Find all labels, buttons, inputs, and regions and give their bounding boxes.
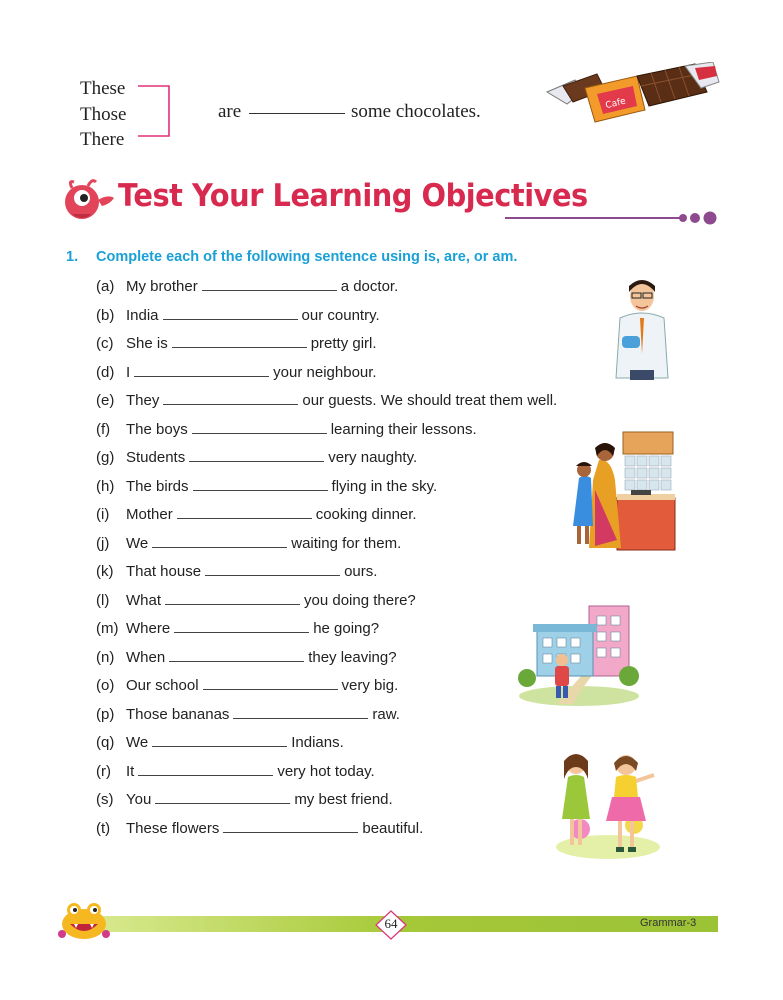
answer-blank[interactable]: [192, 419, 327, 434]
example-word-there: There: [80, 129, 125, 150]
item-text-before: We: [126, 534, 149, 552]
exercise-item: [96, 305, 557, 334]
item-text-after: very big.: [341, 677, 399, 694]
item-text-before: What: [126, 591, 162, 609]
item-text-before: Mother: [126, 506, 173, 523]
item-text-after: a doctor.: [340, 278, 399, 295]
item-text-after: your neighbour.: [273, 363, 377, 381]
item-text-after: very hot today.: [277, 762, 375, 780]
exercise-item: [96, 533, 557, 562]
item-text-before: Students: [126, 449, 186, 466]
section-title: Test Your Learning Objectives: [118, 178, 588, 214]
example-word-those: Those: [80, 103, 127, 125]
item-text-after: our country.: [301, 306, 380, 324]
footer-bar-left: [92, 916, 382, 932]
doctor-illustration-icon: [612, 278, 672, 380]
example-rest: some chocolates.: [351, 101, 481, 122]
exercise-item: [96, 390, 557, 419]
item-label: (n): [96, 648, 115, 666]
exercise-instruction: Complete each of the following sentence using is, are, or am.: [96, 249, 518, 265]
exercise-item: [96, 561, 557, 590]
answer-blank[interactable]: [189, 447, 324, 462]
exercise-item: [96, 362, 557, 391]
answer-blank[interactable]: [193, 476, 328, 491]
item-label: (k): [96, 563, 114, 580]
exercise-item: [96, 675, 557, 704]
item-label: (h): [96, 477, 115, 495]
item-text-before: Where: [126, 620, 171, 637]
example-words: [80, 76, 126, 153]
item-text-after: beautiful.: [362, 819, 424, 837]
mother-cooking-illustration-icon: [565, 430, 677, 552]
answer-blank[interactable]: [172, 333, 307, 348]
item-text-before: You: [126, 791, 152, 808]
item-text-before: India: [126, 306, 159, 324]
bracket-icon: [138, 85, 170, 137]
example-word-these: These: [80, 78, 126, 99]
exercise-item: [96, 761, 557, 790]
exercise-item: [96, 704, 557, 733]
item-text-after: he going?: [313, 620, 380, 637]
item-text-before: We: [126, 734, 149, 751]
answer-blank[interactable]: [152, 732, 287, 747]
answer-blank[interactable]: [205, 561, 340, 576]
item-label: (j): [96, 534, 110, 552]
heading-dots-icon: [678, 211, 720, 225]
mascot-pointing-icon: [62, 178, 116, 224]
item-text-before: They: [126, 392, 160, 409]
item-text-before: Our school: [126, 677, 199, 694]
exercise-item: [96, 647, 557, 676]
exercise-item: [96, 789, 557, 818]
item-label: (o): [96, 677, 115, 694]
answer-blank[interactable]: [233, 704, 368, 719]
answer-blank[interactable]: [134, 362, 269, 377]
item-text-after: my best friend.: [294, 791, 393, 808]
exercise-item: [96, 504, 557, 533]
item-text-after: you doing there?: [304, 591, 416, 609]
item-text-after: pretty girl.: [310, 335, 377, 352]
item-label: (m): [96, 620, 119, 637]
exercise-item: [96, 276, 557, 305]
item-label: (i): [96, 506, 110, 523]
item-text-after: our guests. We should treat them well.: [302, 392, 558, 409]
item-text-after: they leaving?: [308, 648, 397, 666]
item-text-before: When: [126, 648, 166, 666]
item-label: (q): [96, 734, 115, 751]
answer-blank[interactable]: [165, 590, 300, 605]
exercise-item: [96, 419, 557, 448]
answer-blank[interactable]: [163, 305, 298, 320]
item-label: (t): [96, 819, 111, 837]
item-label: (c): [96, 335, 114, 352]
item-text-after: waiting for them.: [291, 534, 402, 552]
exercise-number: 1.: [66, 249, 79, 265]
item-text-after: ours.: [344, 563, 378, 580]
answer-blank[interactable]: [202, 276, 337, 291]
answer-blank[interactable]: [152, 533, 287, 548]
exercise-item: [96, 447, 557, 476]
exercise-item: [96, 618, 557, 647]
exercise-item: [96, 590, 557, 619]
example-blank: [249, 113, 345, 114]
monster-mascot-icon: [58, 896, 110, 940]
item-label: (d): [96, 363, 115, 381]
answer-blank[interactable]: [163, 390, 298, 405]
answer-blank[interactable]: [138, 761, 273, 776]
item-text-before: These flowers: [126, 819, 220, 837]
item-label: (p): [96, 705, 115, 723]
exercise-list: [96, 276, 557, 846]
exercise-item: [96, 818, 557, 847]
svg-text:Cafe: Cafe: [604, 96, 627, 112]
item-label: (b): [96, 306, 115, 324]
exercise-item: [96, 476, 557, 505]
example-verb: are: [218, 101, 242, 122]
item-label: (g): [96, 449, 115, 466]
item-label: (r): [96, 762, 111, 780]
item-text-before: That house: [126, 563, 202, 580]
heading-underline: [505, 217, 680, 219]
item-label: (f): [96, 420, 111, 438]
exercise-item: [96, 333, 557, 362]
item-text-before: She is: [126, 335, 168, 352]
chocolates-illustration-icon: [545, 62, 720, 137]
item-text-before: My brother: [126, 278, 198, 295]
page-number: 64: [384, 916, 398, 931]
exercise-item: [96, 732, 557, 761]
item-text-before: It: [126, 762, 135, 780]
item-text-after: cooking dinner.: [315, 506, 417, 523]
answer-blank[interactable]: [169, 647, 304, 662]
answer-blank[interactable]: [155, 789, 290, 804]
item-text-before: The birds: [126, 477, 189, 495]
item-label: (l): [96, 591, 110, 609]
item-text-before: The boys: [126, 420, 188, 438]
school-illustration-icon: [517, 600, 647, 708]
item-text-after: Indians.: [291, 734, 344, 751]
item-text-after: raw.: [372, 705, 400, 723]
answer-blank[interactable]: [174, 618, 309, 633]
item-text-after: flying in the sky.: [331, 477, 438, 495]
answer-blank[interactable]: [177, 504, 312, 519]
item-text-before: I: [126, 363, 131, 381]
item-label: (a): [96, 278, 115, 295]
item-label: (e): [96, 392, 115, 409]
item-text-after: learning their lessons.: [330, 420, 477, 438]
item-text-after: very naughty.: [328, 449, 418, 466]
answer-blank[interactable]: [223, 818, 358, 833]
item-label: (s): [96, 791, 114, 808]
book-title: Grammar-3: [640, 917, 697, 929]
two-girls-illustration-icon: [550, 747, 662, 865]
item-text-before: Those bananas: [126, 705, 230, 723]
answer-blank[interactable]: [203, 675, 338, 690]
